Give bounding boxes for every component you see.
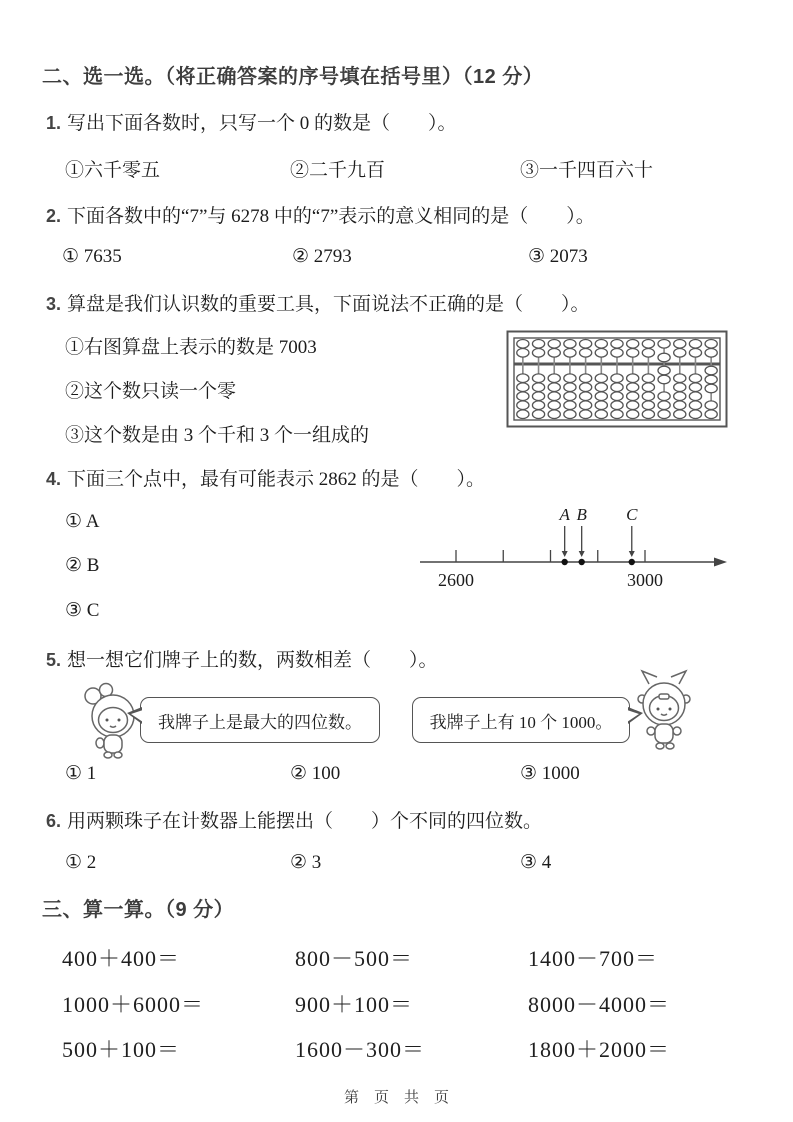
question-2-number: 2. bbox=[46, 206, 62, 226]
calc-problem-9: 1800＋2000＝ bbox=[528, 1037, 671, 1062]
speech-bubble-right-text: 我牌子上有 10 个 1000。 bbox=[429, 712, 613, 732]
question-3 bbox=[46, 289, 590, 316]
question-6 bbox=[46, 806, 542, 833]
abacus-illustration bbox=[506, 330, 728, 428]
question-6-number: 6. bbox=[46, 811, 62, 831]
question-2-option-2: ② 2793 bbox=[292, 246, 352, 267]
question-3-number: 3. bbox=[46, 294, 62, 314]
question-6-option-1: ① 2 bbox=[65, 852, 97, 873]
question-1-text: 写出下面各数时，只写一个 0 的数是（ ）。 bbox=[67, 113, 457, 134]
question-4-option-3: ③ C bbox=[65, 600, 100, 621]
question-4-text: 下面三个点中，最有可能表示 2862 的是（ ）。 bbox=[67, 469, 486, 490]
question-3-option-3: ③这个数是由 3 个千和 3 个一组成的 bbox=[65, 425, 370, 446]
question-1-option-2: ②二千九百 bbox=[290, 160, 386, 181]
section-two-title: 二、选一选。（将正确答案的序号填在括号里）（12 分） bbox=[42, 66, 544, 88]
question-3-option-2: ②这个数只读一个零 bbox=[65, 381, 237, 402]
question-4-option-2: ② B bbox=[65, 555, 100, 576]
question-4-number: 4. bbox=[46, 469, 62, 489]
question-1 bbox=[46, 108, 457, 135]
question-1-option-1: ①六千零五 bbox=[65, 160, 161, 181]
svg-text:C: C bbox=[626, 505, 638, 524]
calc-problem-5: 900＋100＝ bbox=[295, 992, 414, 1017]
question-3-option-1: ①右图算盘上表示的数是 7003 bbox=[65, 337, 317, 358]
question-5-number: 5. bbox=[46, 650, 62, 670]
svg-text:2600: 2600 bbox=[438, 570, 474, 590]
calc-problem-1: 400＋400＝ bbox=[62, 946, 181, 971]
page-footer: 第 页 共 页 bbox=[343, 1089, 449, 1106]
question-5-text: 想一想它们牌子上的数，两数相差（ ）。 bbox=[67, 650, 438, 671]
calc-problem-4: 1000＋6000＝ bbox=[62, 992, 205, 1017]
question-1-option-3: ③一千四百六十 bbox=[520, 160, 654, 181]
question-2-option-1: ① 7635 bbox=[62, 246, 122, 267]
question-5 bbox=[46, 645, 438, 672]
question-1-number: 1. bbox=[46, 113, 62, 133]
speech-bubble-right bbox=[412, 697, 630, 743]
calc-problem-3: 1400－700＝ bbox=[528, 946, 659, 971]
section-three-title: 三、算一算。（9 分） bbox=[42, 899, 235, 921]
question-5-option-3: ③ 1000 bbox=[520, 763, 580, 784]
question-6-option-3: ③ 4 bbox=[520, 852, 552, 873]
svg-text:B: B bbox=[576, 505, 587, 524]
question-4-option-1: ① A bbox=[65, 511, 100, 532]
question-5-option-1: ① 1 bbox=[65, 763, 97, 784]
calc-problem-8: 1600－300＝ bbox=[295, 1037, 426, 1062]
question-5-option-2: ② 100 bbox=[290, 763, 341, 784]
question-2 bbox=[46, 201, 595, 228]
question-2-option-3: ③ 2073 bbox=[528, 246, 588, 267]
speech-bubble-left-text: 我牌子上是最大的四位数。 bbox=[158, 712, 362, 732]
question-6-text: 用两颗珠子在计数器上能摆出（ ）个不同的四位数。 bbox=[67, 811, 543, 832]
calc-problem-2: 800－500＝ bbox=[295, 946, 414, 971]
question-2-text: 下面各数中的“7”与 6278 中的“7”表示的意义相同的是（ ）。 bbox=[67, 206, 595, 227]
question-6-option-2: ② 3 bbox=[290, 852, 322, 873]
question-4 bbox=[46, 464, 485, 491]
calc-problem-6: 8000－4000＝ bbox=[528, 992, 671, 1017]
question-3-text: 算盘是我们认识数的重要工具，下面说法不正确的是（ ）。 bbox=[67, 294, 590, 315]
svg-text:3000: 3000 bbox=[627, 570, 663, 590]
svg-text:A: A bbox=[559, 505, 570, 524]
child-ox-costume-illustration bbox=[633, 668, 695, 760]
number-line-illustration bbox=[418, 498, 730, 593]
speech-bubble-left bbox=[140, 697, 380, 743]
calc-problem-7: 500＋100＝ bbox=[62, 1037, 181, 1062]
